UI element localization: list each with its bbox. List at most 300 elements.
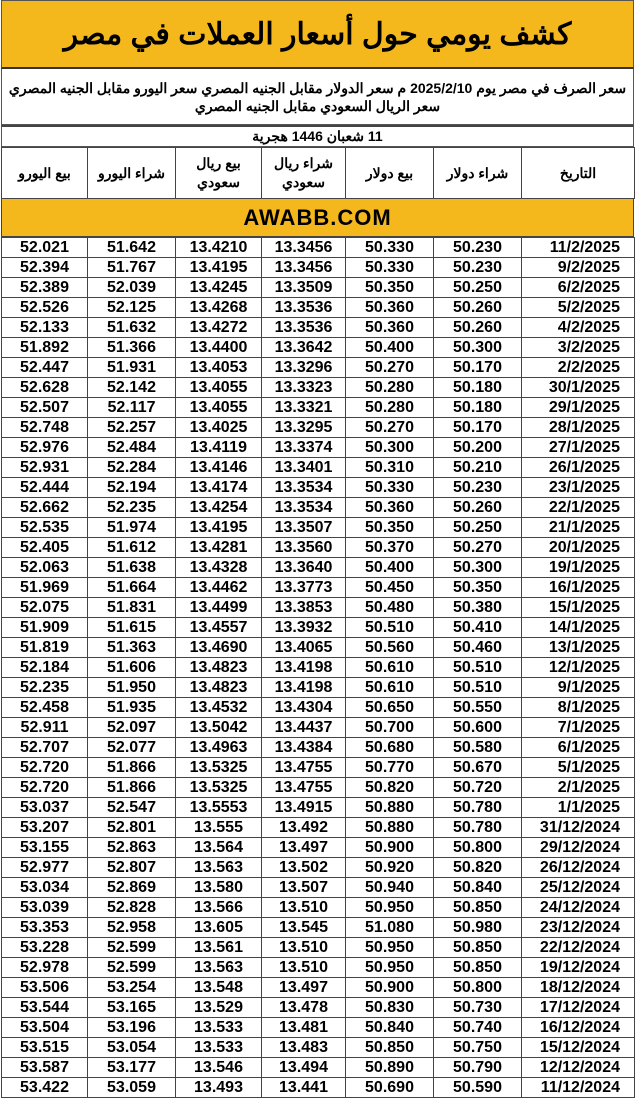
cell-riyal-buy: 13.3401: [262, 458, 346, 478]
cell-euro-buy: 53.196: [88, 1018, 176, 1038]
cell-dollar-sell: 50.950: [346, 938, 434, 958]
cell-dollar-buy: 50.230: [434, 258, 522, 278]
cell-dollar-buy: 50.300: [434, 338, 522, 358]
cell-euro-sell: 52.063: [2, 558, 88, 578]
cell-riyal-buy: 13.4198: [262, 658, 346, 678]
cell-dollar-sell: 50.840: [346, 1018, 434, 1038]
header-euro-sell: بيع اليورو: [2, 148, 88, 199]
cell-riyal-buy: 13.3640: [262, 558, 346, 578]
cell-riyal-buy: 13.4755: [262, 758, 346, 778]
cell-date: 22/1/2025: [522, 498, 635, 518]
cell-dollar-sell: 50.330: [346, 478, 434, 498]
cell-dollar-buy: 50.750: [434, 1038, 522, 1058]
cell-date: 31/12/2024: [522, 818, 635, 838]
cell-riyal-sell: 13.4195: [176, 518, 262, 538]
cell-euro-sell: 53.587: [2, 1058, 88, 1078]
cell-date: 21/1/2025: [522, 518, 635, 538]
table-row: [2, 558, 635, 578]
cell-euro-buy: 52.097: [88, 718, 176, 738]
cell-dollar-buy: 50.460: [434, 638, 522, 658]
cell-dollar-sell: 50.510: [346, 618, 434, 638]
cell-dollar-sell: 50.880: [346, 798, 434, 818]
cell-dollar-buy: 50.800: [434, 838, 522, 858]
cell-dollar-buy: 50.180: [434, 398, 522, 418]
cell-euro-buy: 51.866: [88, 758, 176, 778]
cell-dollar-buy: 50.850: [434, 958, 522, 978]
table-row: [2, 498, 635, 518]
cell-dollar-buy: 50.850: [434, 898, 522, 918]
cell-euro-buy: 52.235: [88, 498, 176, 518]
cell-riyal-sell: 13.4690: [176, 638, 262, 658]
cell-riyal-buy: 13.3536: [262, 298, 346, 318]
table-header: [1, 147, 635, 199]
cell-riyal-buy: 13.545: [262, 918, 346, 938]
cell-euro-sell: 52.075: [2, 598, 88, 618]
cell-riyal-buy: 13.502: [262, 858, 346, 878]
cell-riyal-sell: 13.4400: [176, 338, 262, 358]
cell-dollar-sell: 50.770: [346, 758, 434, 778]
cell-dollar-buy: 50.740: [434, 1018, 522, 1038]
cell-riyal-buy: 13.4915: [262, 798, 346, 818]
cell-euro-buy: 52.547: [88, 798, 176, 818]
cell-date: 30/1/2025: [522, 378, 635, 398]
table-row: [2, 418, 635, 438]
cell-euro-buy: 51.831: [88, 598, 176, 618]
cell-date: 2/2/2025: [522, 358, 635, 378]
cell-riyal-buy: 13.494: [262, 1058, 346, 1078]
cell-dollar-sell: 50.480: [346, 598, 434, 618]
cell-date: 17/12/2024: [522, 998, 635, 1018]
table-row: [2, 718, 635, 738]
cell-riyal-sell: 13.4823: [176, 658, 262, 678]
cell-riyal-sell: 13.4195: [176, 258, 262, 278]
cell-riyal-sell: 13.4119: [176, 438, 262, 458]
table-row: [2, 758, 635, 778]
cell-riyal-buy: 13.3456: [262, 238, 346, 258]
table-row: [2, 458, 635, 478]
cell-euro-sell: 51.909: [2, 618, 88, 638]
cell-date: 24/12/2024: [522, 898, 635, 918]
cell-dollar-buy: 50.210: [434, 458, 522, 478]
cell-dollar-sell: 50.690: [346, 1078, 434, 1098]
cell-riyal-buy: 13.510: [262, 958, 346, 978]
table-row: [2, 678, 635, 698]
cell-euro-buy: 52.142: [88, 378, 176, 398]
header-dollar-sell: بيع دولار: [346, 148, 434, 199]
cell-euro-buy: 51.366: [88, 338, 176, 358]
cell-riyal-sell: 13.580: [176, 878, 262, 898]
cell-dollar-buy: 50.180: [434, 378, 522, 398]
cell-euro-sell: 53.353: [2, 918, 88, 938]
cell-dollar-buy: 50.720: [434, 778, 522, 798]
table-row: [2, 818, 635, 838]
cell-riyal-buy: 13.3534: [262, 498, 346, 518]
cell-riyal-sell: 13.4055: [176, 378, 262, 398]
cell-riyal-buy: 13.3295: [262, 418, 346, 438]
cell-riyal-sell: 13.563: [176, 958, 262, 978]
cell-riyal-buy: 13.3560: [262, 538, 346, 558]
table-row: [2, 598, 635, 618]
cell-dollar-buy: 50.410: [434, 618, 522, 638]
cell-dollar-sell: 51.080: [346, 918, 434, 938]
site-brand-banner: AWABB.COM: [1, 199, 634, 237]
cell-dollar-buy: 50.170: [434, 418, 522, 438]
cell-euro-buy: 52.257: [88, 418, 176, 438]
cell-riyal-sell: 13.4146: [176, 458, 262, 478]
cell-riyal-sell: 13.4055: [176, 398, 262, 418]
cell-date: 9/2/2025: [522, 258, 635, 278]
cell-riyal-sell: 13.529: [176, 998, 262, 1018]
cell-dollar-buy: 50.300: [434, 558, 522, 578]
cell-dollar-buy: 50.780: [434, 818, 522, 838]
cell-date: 27/1/2025: [522, 438, 635, 458]
cell-dollar-buy: 50.170: [434, 358, 522, 378]
cell-euro-sell: 52.931: [2, 458, 88, 478]
cell-dollar-sell: 50.350: [346, 518, 434, 538]
cell-date: 5/2/2025: [522, 298, 635, 318]
cell-riyal-sell: 13.4499: [176, 598, 262, 618]
cell-riyal-buy: 13.3642: [262, 338, 346, 358]
cell-euro-buy: 51.612: [88, 538, 176, 558]
table-row: [2, 238, 635, 258]
cell-dollar-sell: 50.360: [346, 498, 434, 518]
cell-dollar-sell: 50.900: [346, 838, 434, 858]
cell-euro-buy: 53.254: [88, 978, 176, 998]
cell-riyal-buy: 13.3509: [262, 278, 346, 298]
cell-riyal-sell: 13.4025: [176, 418, 262, 438]
cell-euro-buy: 52.039: [88, 278, 176, 298]
cell-euro-buy: 53.059: [88, 1078, 176, 1098]
table-row: [2, 878, 635, 898]
cell-dollar-buy: 50.580: [434, 738, 522, 758]
cell-date: 13/1/2025: [522, 638, 635, 658]
cell-riyal-buy: 13.441: [262, 1078, 346, 1098]
cell-euro-sell: 53.207: [2, 818, 88, 838]
cell-riyal-sell: 13.5325: [176, 758, 262, 778]
cell-euro-buy: 51.767: [88, 258, 176, 278]
cell-euro-sell: 52.133: [2, 318, 88, 338]
cell-euro-buy: 51.363: [88, 638, 176, 658]
cell-riyal-buy: 13.510: [262, 938, 346, 958]
header-dollar-buy: شراء دولار: [434, 148, 522, 199]
cell-dollar-sell: 50.950: [346, 898, 434, 918]
cell-dollar-sell: 50.400: [346, 558, 434, 578]
cell-dollar-sell: 50.830: [346, 998, 434, 1018]
table-row: [2, 698, 635, 718]
table-row: [2, 258, 635, 278]
cell-riyal-buy: 13.3932: [262, 618, 346, 638]
cell-dollar-sell: 50.280: [346, 398, 434, 418]
cell-date: 23/12/2024: [522, 918, 635, 938]
cell-euro-sell: 52.389: [2, 278, 88, 298]
cell-riyal-sell: 13.4823: [176, 678, 262, 698]
cell-dollar-buy: 50.780: [434, 798, 522, 818]
cell-euro-buy: 52.194: [88, 478, 176, 498]
cell-dollar-buy: 50.250: [434, 518, 522, 538]
cell-euro-sell: 53.422: [2, 1078, 88, 1098]
cell-riyal-buy: 13.4304: [262, 698, 346, 718]
cell-date: 6/1/2025: [522, 738, 635, 758]
cell-euro-sell: 52.184: [2, 658, 88, 678]
cell-dollar-buy: 50.260: [434, 298, 522, 318]
cell-dollar-sell: 50.360: [346, 298, 434, 318]
cell-date: 18/12/2024: [522, 978, 635, 998]
table-row: [2, 1078, 635, 1098]
cell-dollar-sell: 50.370: [346, 538, 434, 558]
cell-euro-buy: 52.284: [88, 458, 176, 478]
cell-euro-buy: 51.950: [88, 678, 176, 698]
cell-date: 20/1/2025: [522, 538, 635, 558]
cell-date: 7/1/2025: [522, 718, 635, 738]
cell-date: 9/1/2025: [522, 678, 635, 698]
cell-euro-sell: 53.515: [2, 1038, 88, 1058]
cell-riyal-sell: 13.563: [176, 858, 262, 878]
cell-dollar-sell: 50.820: [346, 778, 434, 798]
cell-euro-sell: 52.628: [2, 378, 88, 398]
cell-riyal-buy: 13.3853: [262, 598, 346, 618]
cell-date: 15/1/2025: [522, 598, 635, 618]
cell-date: 5/1/2025: [522, 758, 635, 778]
cell-date: 29/12/2024: [522, 838, 635, 858]
cell-riyal-sell: 13.546: [176, 1058, 262, 1078]
cell-riyal-buy: 13.3456: [262, 258, 346, 278]
table-row: [2, 798, 635, 818]
cell-riyal-buy: 13.3773: [262, 578, 346, 598]
cell-riyal-sell: 13.4272: [176, 318, 262, 338]
rates-table: [1, 237, 635, 1098]
cell-euro-buy: 51.664: [88, 578, 176, 598]
cell-dollar-buy: 50.670: [434, 758, 522, 778]
cell-riyal-sell: 13.548: [176, 978, 262, 998]
cell-riyal-buy: 13.510: [262, 898, 346, 918]
table-row: [2, 398, 635, 418]
cell-riyal-sell: 13.4174: [176, 478, 262, 498]
cell-euro-buy: 51.642: [88, 238, 176, 258]
cell-euro-buy: 52.484: [88, 438, 176, 458]
table-row: [2, 1018, 635, 1038]
table-row: [2, 538, 635, 558]
table-row: [2, 898, 635, 918]
cell-euro-sell: 53.034: [2, 878, 88, 898]
cell-euro-buy: 52.869: [88, 878, 176, 898]
table-row: [2, 478, 635, 498]
cell-euro-sell: 52.976: [2, 438, 88, 458]
cell-euro-sell: 51.969: [2, 578, 88, 598]
cell-riyal-buy: 13.483: [262, 1038, 346, 1058]
table-row: [2, 778, 635, 798]
cell-riyal-buy: 13.4755: [262, 778, 346, 798]
cell-riyal-sell: 13.605: [176, 918, 262, 938]
cell-dollar-sell: 50.680: [346, 738, 434, 758]
cell-riyal-buy: 13.4384: [262, 738, 346, 758]
cell-dollar-sell: 50.360: [346, 318, 434, 338]
cell-dollar-sell: 50.880: [346, 818, 434, 838]
cell-riyal-sell: 13.564: [176, 838, 262, 858]
cell-riyal-sell: 13.4557: [176, 618, 262, 638]
cell-euro-sell: 52.720: [2, 778, 88, 798]
cell-dollar-sell: 50.900: [346, 978, 434, 998]
cell-euro-sell: 51.892: [2, 338, 88, 358]
cell-euro-buy: 52.599: [88, 938, 176, 958]
cell-dollar-buy: 50.590: [434, 1078, 522, 1098]
cell-date: 3/2/2025: [522, 338, 635, 358]
cell-dollar-sell: 50.330: [346, 238, 434, 258]
cell-dollar-sell: 50.280: [346, 378, 434, 398]
cell-dollar-buy: 50.510: [434, 658, 522, 678]
cell-riyal-buy: 13.3507: [262, 518, 346, 538]
table-row: [2, 838, 635, 858]
cell-euro-buy: 52.828: [88, 898, 176, 918]
cell-euro-sell: 53.039: [2, 898, 88, 918]
cell-riyal-buy: 13.497: [262, 838, 346, 858]
cell-date: 2/1/2025: [522, 778, 635, 798]
cell-euro-sell: 53.504: [2, 1018, 88, 1038]
cell-euro-sell: 52.444: [2, 478, 88, 498]
cell-dollar-buy: 50.850: [434, 938, 522, 958]
cell-dollar-buy: 50.800: [434, 978, 522, 998]
cell-riyal-buy: 13.3374: [262, 438, 346, 458]
cell-euro-sell: 52.720: [2, 758, 88, 778]
cell-riyal-buy: 13.4437: [262, 718, 346, 738]
cell-euro-sell: 52.978: [2, 958, 88, 978]
cell-dollar-buy: 50.840: [434, 878, 522, 898]
cell-euro-buy: 52.801: [88, 818, 176, 838]
cell-euro-sell: 52.458: [2, 698, 88, 718]
cell-riyal-sell: 13.566: [176, 898, 262, 918]
cell-euro-buy: 51.632: [88, 318, 176, 338]
cell-riyal-buy: 13.3321: [262, 398, 346, 418]
cell-riyal-buy: 13.492: [262, 818, 346, 838]
cell-euro-buy: 51.931: [88, 358, 176, 378]
cell-date: 8/1/2025: [522, 698, 635, 718]
cell-dollar-sell: 50.450: [346, 578, 434, 598]
table-row: [2, 918, 635, 938]
cell-dollar-buy: 50.230: [434, 478, 522, 498]
cell-riyal-buy: 13.3536: [262, 318, 346, 338]
cell-riyal-sell: 13.555: [176, 818, 262, 838]
cell-dollar-buy: 50.510: [434, 678, 522, 698]
cell-euro-sell: 53.037: [2, 798, 88, 818]
cell-date: 6/2/2025: [522, 278, 635, 298]
cell-date: 12/1/2025: [522, 658, 635, 678]
cell-dollar-buy: 50.230: [434, 238, 522, 258]
cell-dollar-buy: 50.730: [434, 998, 522, 1018]
header-riyal-sell: بيع ريال سعودي: [176, 148, 262, 199]
cell-euro-buy: 51.866: [88, 778, 176, 798]
cell-dollar-sell: 50.270: [346, 358, 434, 378]
cell-date: 12/12/2024: [522, 1058, 635, 1078]
cell-riyal-sell: 13.4963: [176, 738, 262, 758]
cell-euro-sell: 53.544: [2, 998, 88, 1018]
cell-riyal-sell: 13.533: [176, 1018, 262, 1038]
cell-euro-sell: 52.405: [2, 538, 88, 558]
cell-riyal-sell: 13.5042: [176, 718, 262, 738]
cell-date: 29/1/2025: [522, 398, 635, 418]
cell-riyal-sell: 13.561: [176, 938, 262, 958]
cell-euro-buy: 53.177: [88, 1058, 176, 1078]
cell-euro-buy: 51.638: [88, 558, 176, 578]
cell-date: 28/1/2025: [522, 418, 635, 438]
exchange-rate-sheet: [1, 0, 634, 1098]
rates-table-body: [2, 238, 635, 1098]
cell-riyal-buy: 13.481: [262, 1018, 346, 1038]
cell-riyal-buy: 13.3534: [262, 478, 346, 498]
cell-euro-sell: 52.507: [2, 398, 88, 418]
cell-date: 14/1/2025: [522, 618, 635, 638]
cell-dollar-sell: 50.650: [346, 698, 434, 718]
cell-riyal-sell: 13.4053: [176, 358, 262, 378]
table-row: [2, 1058, 635, 1078]
cell-riyal-sell: 13.4254: [176, 498, 262, 518]
cell-euro-sell: 52.707: [2, 738, 88, 758]
cell-dollar-buy: 50.980: [434, 918, 522, 938]
cell-riyal-sell: 13.4532: [176, 698, 262, 718]
cell-riyal-buy: 13.497: [262, 978, 346, 998]
cell-riyal-sell: 13.4281: [176, 538, 262, 558]
table-row: [2, 378, 635, 398]
cell-euro-buy: 52.117: [88, 398, 176, 418]
table-row: [2, 998, 635, 1018]
cell-euro-sell: 52.662: [2, 498, 88, 518]
cell-riyal-buy: 13.4198: [262, 678, 346, 698]
cell-dollar-buy: 50.270: [434, 538, 522, 558]
cell-dollar-buy: 50.250: [434, 278, 522, 298]
cell-riyal-buy: 13.3323: [262, 378, 346, 398]
cell-euro-sell: 52.911: [2, 718, 88, 738]
cell-dollar-sell: 50.560: [346, 638, 434, 658]
table-row: [2, 438, 635, 458]
cell-euro-sell: 52.021: [2, 238, 88, 258]
cell-dollar-buy: 50.550: [434, 698, 522, 718]
cell-dollar-sell: 50.300: [346, 438, 434, 458]
cell-riyal-buy: 13.3296: [262, 358, 346, 378]
cell-riyal-sell: 13.4328: [176, 558, 262, 578]
cell-dollar-sell: 50.940: [346, 878, 434, 898]
cell-date: 26/1/2025: [522, 458, 635, 478]
cell-euro-buy: 51.935: [88, 698, 176, 718]
table-row: [2, 738, 635, 758]
cell-euro-sell: 52.235: [2, 678, 88, 698]
cell-date: 11/12/2024: [522, 1078, 635, 1098]
cell-euro-sell: 52.748: [2, 418, 88, 438]
cell-dollar-buy: 50.350: [434, 578, 522, 598]
cell-euro-sell: 52.447: [2, 358, 88, 378]
header-euro-buy: شراء اليورو: [88, 148, 176, 199]
cell-date: 25/12/2024: [522, 878, 635, 898]
table-row: [2, 978, 635, 998]
table-row: [2, 278, 635, 298]
table-row: [2, 958, 635, 978]
cell-dollar-sell: 50.350: [346, 278, 434, 298]
cell-euro-buy: 53.054: [88, 1038, 176, 1058]
table-row: [2, 318, 635, 338]
cell-euro-buy: 53.165: [88, 998, 176, 1018]
cell-dollar-sell: 50.950: [346, 958, 434, 978]
cell-euro-sell: 51.819: [2, 638, 88, 658]
cell-date: 26/12/2024: [522, 858, 635, 878]
cell-date: 22/12/2024: [522, 938, 635, 958]
description: سعر الصرف في مصر يوم 2025/2/10 م سعر الدولار مقابل الجنيه المصري سعر اليورو مقابل الجنيه المصري سعر الريال السعودي مقابل الجنيه المصري: [1, 69, 634, 125]
cell-dollar-sell: 50.850: [346, 1038, 434, 1058]
cell-riyal-sell: 13.4245: [176, 278, 262, 298]
cell-euro-buy: 52.599: [88, 958, 176, 978]
table-row: [2, 298, 635, 318]
cell-euro-buy: 51.615: [88, 618, 176, 638]
table-row: [2, 938, 635, 958]
table-row: [2, 618, 635, 638]
cell-euro-sell: 53.506: [2, 978, 88, 998]
table-row: [2, 518, 635, 538]
